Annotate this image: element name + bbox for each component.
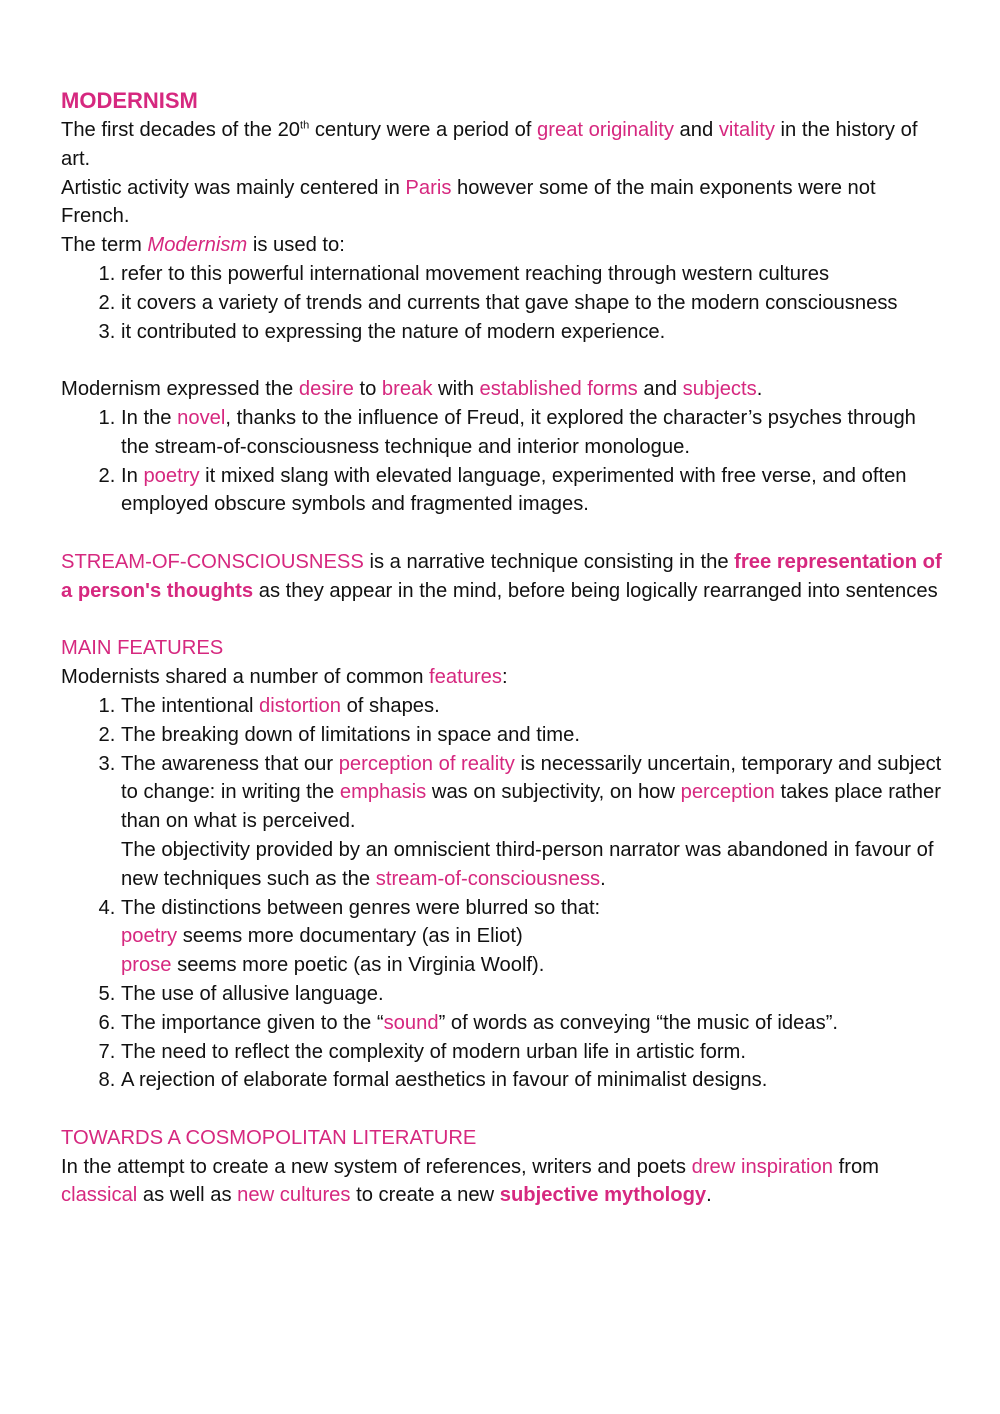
spacer	[61, 346, 946, 375]
highlight-perception-of-reality: perception of reality	[338, 752, 515, 775]
highlight-paris: Paris	[405, 176, 452, 199]
highlight-classical: classical	[61, 1184, 138, 1207]
text: The importance given to the “	[121, 1011, 384, 1034]
list-item: 8. A rejection of elaborate formal aesthetics in favour of minimalist designs.	[121, 1066, 946, 1095]
text: Modernism expressed the	[61, 378, 299, 401]
text: it mixed slang with elevated language, experimented with free verse, and often employed obscure symbols and fragmented images.	[121, 464, 907, 516]
list-item	[121, 750, 946, 894]
intro-paragraph-3	[61, 231, 946, 260]
text: as well as	[137, 1184, 238, 1207]
text: , thanks to the influence of Freud, it explored the character’s psyches through the stream-of-consciousness technique and interior monologue.	[121, 406, 916, 458]
document-body	[61, 86, 946, 1210]
text: In the attempt to create a new system of references, writers and poets	[61, 1155, 692, 1178]
text: The first decades of the 20	[61, 119, 301, 141]
text: to create a new	[350, 1184, 500, 1207]
list-item: 2. it covers a variety of trends and currents that gave shape to the modern consciousness	[121, 289, 946, 318]
text: and	[673, 119, 719, 141]
list-item: 3. it contributed to expressing the nature of modern experience.	[121, 318, 946, 347]
text: :	[501, 666, 508, 689]
highlight-stream-of-consciousness: stream-of-consciousness	[375, 867, 601, 890]
text: of shapes.	[340, 694, 440, 717]
text: The distinctions between genres were blurred so that:	[121, 896, 601, 919]
text: with	[432, 378, 480, 401]
page-title: MODERNISM	[61, 88, 198, 113]
highlight-vitality: vitality	[718, 119, 775, 141]
highlight-poetry: poetry	[121, 925, 178, 948]
highlight-established-forms: established forms	[479, 378, 638, 401]
cosmopolitan-paragraph	[61, 1153, 946, 1211]
text: as they appear in the mind, before being logically rearranged into sentences	[253, 579, 938, 602]
text: to	[353, 378, 382, 401]
list-item: 1. refer to this powerful international movement reaching through western cultures	[121, 260, 946, 289]
text: and	[637, 378, 683, 401]
features-intro	[61, 663, 946, 692]
desire-list	[61, 404, 946, 519]
text: seems more poetic (as in Virginia Woolf).	[171, 954, 545, 977]
text: The objectivity provided by an omniscient third-person narrator was abandoned in favour of new techniques such as the	[121, 838, 934, 890]
text: however some of the main exponents were not French.	[61, 176, 876, 228]
highlight-novel: novel	[177, 406, 226, 429]
highlight-poetry: poetry	[143, 464, 200, 487]
text: Artistic activity was mainly centered in	[61, 176, 406, 199]
main-features-heading: MAIN FEATURES	[61, 637, 224, 660]
intro-paragraph-1	[61, 116, 946, 174]
text: In the	[121, 406, 178, 429]
list-item	[121, 462, 946, 520]
text: in the history of art.	[61, 119, 918, 170]
spacer	[61, 606, 946, 635]
highlight-break: break	[381, 378, 433, 401]
highlight-emphasis: emphasis	[339, 781, 427, 804]
modernism-uses-list	[61, 260, 946, 346]
highlight-free-representation: free representation of a person's thoughts	[61, 550, 942, 602]
highlight-drew-inspiration: drew inspiration	[691, 1155, 833, 1178]
highlight-prose: prose	[121, 954, 172, 977]
highlight-distortion: distortion	[259, 694, 341, 717]
term-stream-of-consciousness: STREAM-OF-CONSCIOUSNESS	[61, 550, 364, 573]
list-item: 2. The breaking down of limitations in space and time.	[121, 721, 946, 750]
features-list	[61, 692, 946, 1095]
text: The awareness that our	[121, 752, 339, 775]
desire-paragraph	[61, 375, 946, 404]
text: The intentional	[121, 694, 260, 717]
highlight-perception: perception	[680, 781, 775, 804]
list-item	[121, 692, 946, 721]
text: was on subjectivity, on how	[426, 781, 681, 804]
text: takes place rather than on what is perceived.	[121, 781, 941, 833]
text: .	[756, 378, 763, 401]
spacer	[61, 519, 946, 548]
list-item	[121, 1009, 946, 1038]
highlight-new-cultures: new cultures	[237, 1184, 351, 1207]
text: In	[121, 464, 144, 487]
text: is a narrative technique consisting in the	[363, 550, 735, 573]
text: is necessarily uncertain, temporary and subject to change: in writing the	[121, 752, 942, 804]
text: The term	[61, 234, 148, 257]
text: is used to:	[247, 234, 345, 257]
highlight-great-originality: great originality	[537, 119, 674, 141]
highlight-desire: desire	[298, 378, 354, 401]
text: seems more documentary (as in Eliot)	[177, 925, 523, 948]
text: .	[706, 1184, 712, 1207]
text: from	[833, 1155, 879, 1178]
list-item: 7. The need to reflect the complexity of modern urban life in artistic form.	[121, 1038, 946, 1067]
highlight-subjects: subjects	[682, 378, 757, 401]
highlight-modernism: Modernism	[147, 234, 248, 257]
list-item: 5. The use of allusive language.	[121, 980, 946, 1009]
highlight-features: features	[429, 666, 502, 689]
text: .	[600, 867, 606, 890]
cosmopolitan-heading: TOWARDS A COSMOPOLITAN LITERATURE	[61, 1126, 477, 1149]
highlight-subjective-mythology: subjective mythology	[499, 1184, 707, 1207]
list-item	[121, 894, 946, 980]
text: Modernists shared a number of common	[61, 666, 430, 689]
highlight-sound: sound	[383, 1011, 439, 1034]
text: century were a period of	[309, 119, 538, 141]
spacer	[61, 1095, 946, 1124]
stream-of-consciousness-paragraph	[61, 548, 946, 606]
intro-paragraph-2	[61, 174, 946, 232]
superscript: th	[300, 119, 310, 132]
text: ” of words as conveying “the music of ideas”.	[438, 1011, 839, 1034]
list-item	[121, 404, 946, 462]
